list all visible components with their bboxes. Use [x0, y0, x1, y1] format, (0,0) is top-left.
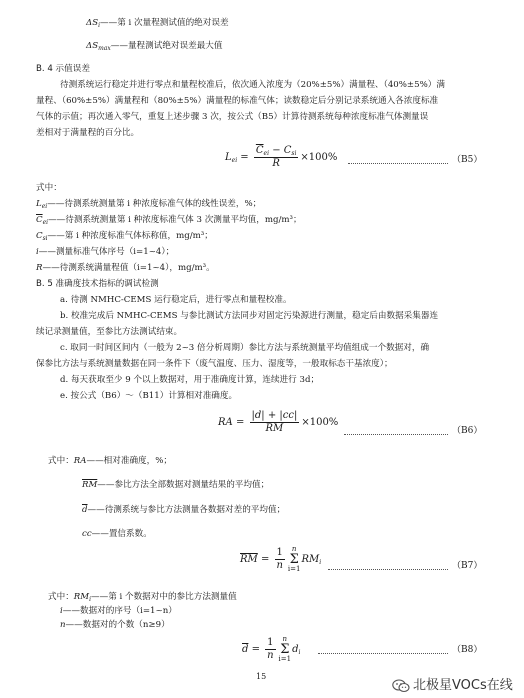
symbol: RA — [73, 456, 87, 466]
sum-operator: n Σ i=1 — [287, 545, 301, 573]
where-label: 式中： — [48, 456, 74, 466]
equation-number: （B7） — [452, 561, 483, 571]
page-number: 15 — [256, 672, 267, 681]
formula-fraction: $\frac{1}{n}$ — [276, 547, 283, 571]
where-label: 式中： — [36, 183, 62, 193]
definition-text: ——参比方法全部数据对测量结果的平均值； — [97, 480, 270, 490]
equation-number: （B5） — [452, 155, 483, 165]
formula-tail: ×100% — [301, 417, 339, 428]
symbol: n — [60, 620, 66, 630]
leader-dots — [318, 653, 448, 654]
symbol: cc — [82, 529, 92, 539]
fraction-denominator: n — [276, 560, 283, 571]
variable-def — [36, 199, 261, 211]
formula-lhs-sub: ei — [231, 157, 238, 165]
fraction-numerator: $\overline{C}_{ei} - C_{si}$ — [255, 145, 297, 157]
sum-term-sub: i — [298, 649, 301, 656]
formula-lhs: L — [225, 152, 232, 164]
symbol-sub: i — [89, 596, 91, 603]
sum-lower: i=1 — [278, 655, 292, 663]
definition-text: ——待测系统测量第 i 种浓度标准气体 3 次测量平均值，mg/m³； — [48, 215, 302, 225]
sum-upper: n — [282, 635, 288, 643]
symbol: $\overline{C}$ — [36, 215, 43, 225]
formula-fraction: $\frac{1}{n}$ — [267, 637, 274, 661]
variable-def — [82, 529, 152, 540]
list-item: a. 待测 NMHC-CEMS 运行稳定后，进行零点和量程校准。 — [60, 295, 292, 305]
leader-dots — [328, 569, 448, 570]
symbol: C — [36, 231, 43, 241]
symbol: $\overline{d}$ — [82, 505, 88, 515]
variable-def — [82, 480, 269, 491]
variable-def — [82, 505, 285, 516]
symbol-sub: i — [98, 22, 101, 29]
definition-text: ——量程测试绝对误差最大值 — [110, 41, 223, 51]
section-b5-title: B. 5 准确度技术指标的调试检测 — [36, 279, 159, 289]
symbol-sub: ei — [41, 203, 48, 210]
variable-def — [60, 620, 170, 631]
definition-text: ——待测系统测量第 i 种浓度标准气体的线性误差，%； — [47, 199, 262, 209]
paragraph-line: 待测系统运行稳定并进行零点和量程校准后，依次通入浓度为（20%±5%）满量程、（40%±5%）满 — [60, 80, 445, 90]
formula-b8: $\overline{d}$ = $\frac{1}{n}$ n Σ i=1 $d_i$ — [242, 635, 301, 663]
list-item-cont: 保参比方法与系统测量数据在同一条件下（废气温度、压力、湿度等，一般取标态干基浓度）； — [36, 359, 393, 369]
formula-b7: $\overline{RM}$ = $\frac{1}{n}$ n Σ i=1 $RM_i$ — [240, 545, 322, 573]
paragraph-line: 差相对于满量程的百分比。 — [36, 128, 140, 138]
sum-term-sub: i — [319, 559, 322, 566]
formula-fraction — [254, 145, 299, 170]
symbol-sub: si — [42, 235, 48, 242]
paragraph-line: 量程、（60%±5%）满量程和（80%±5%）满量程的标准气体；读数稳定后分别记录系统通入各浓度标准 — [36, 96, 439, 106]
sum-term: RM — [301, 554, 320, 565]
symbol: ΔS — [86, 18, 99, 28]
symbol: i — [60, 606, 63, 616]
equation-number: （B8） — [452, 645, 483, 655]
formula-b5: $L_{ei}$ = $\frac{\overline{C}_{ei} - C_{si}}{R}$ ×100% — [225, 145, 338, 170]
list-item: d. 每天获取至少 9 个以上数据对，用于准确度计算，连续进行 3d； — [60, 375, 320, 385]
sum-term: d — [292, 644, 299, 655]
definition-text: ——数据对的序号（i=1~n） — [62, 606, 177, 616]
symbol: L — [36, 199, 42, 209]
definition-text: ——置信系数。 — [91, 529, 152, 539]
paragraph-line: 气体的示值；再次通入零气，重复上述步骤 3 次，按公式（B5）计算待测系统每种浓度标准气体测量误 — [36, 112, 429, 122]
list-item: e. 按公式（B6）～（B11）计算相对准确度。 — [60, 391, 238, 401]
symbol: RM — [73, 592, 90, 602]
symbol: R — [36, 263, 43, 273]
cbar-symbol: $\overline{C}$ — [255, 145, 264, 156]
variable-def — [48, 592, 237, 604]
equation-number: （B6） — [452, 426, 483, 436]
list-item: b. 校准完成后 NMHC-CEMS 与参比测试方法同步对固定污染源进行测量，稳定后由数据采集器连 — [60, 311, 439, 321]
where-label: 式中： — [48, 592, 74, 602]
sum-operator: n Σ i=1 — [278, 635, 292, 663]
formula-lhs: RA — [218, 417, 233, 428]
definition-text: ——第 i 次量程测试值的绝对误差 — [100, 18, 229, 28]
variable-def — [36, 263, 215, 274]
formula-b6: RA = $\frac{|d| + |cc|}{RM}$ ×100% — [218, 410, 339, 434]
formula-lhs: $\overline{d}$ — [242, 644, 249, 655]
leader-dots — [348, 163, 448, 164]
variable-def — [60, 606, 177, 617]
formula-fraction — [250, 410, 300, 435]
watermark-text: 北极星VOCs在线 — [413, 678, 513, 693]
top-def-line-1 — [86, 18, 229, 30]
symbol-sub: ei — [263, 150, 270, 157]
section-b4-title: B. 4 示值误差 — [36, 64, 90, 74]
c-symbol: C — [283, 145, 292, 156]
definition-text: ——数据对的个数（n≥9） — [65, 620, 170, 630]
definition-text: ——相对准确度，%； — [86, 456, 172, 466]
symbol-sub: ei — [42, 219, 49, 226]
variable-def — [48, 456, 172, 467]
formula-tail: ×100% — [300, 152, 338, 164]
top-def-line-2 — [86, 41, 222, 53]
definition-text: ——第 i 种浓度标准气体标称值，mg/m³； — [47, 231, 213, 241]
symbol: $\overline{RM}$ — [82, 480, 98, 490]
sum-lower: i=1 — [287, 565, 301, 573]
fraction-denominator: R — [272, 158, 280, 170]
formula-lhs: $\overline{RM}$ — [240, 554, 258, 565]
symbol: i — [36, 247, 39, 257]
wechat-icon — [392, 679, 410, 693]
symbol-sub: si — [291, 150, 297, 157]
sum-upper: n — [291, 545, 297, 553]
symbol: ΔS — [86, 41, 99, 51]
fraction-denominator: n — [267, 650, 274, 661]
symbol-sub: max — [98, 45, 111, 52]
fraction-numerator: |d| + |cc| — [251, 410, 298, 421]
list-item-cont: 续记录测量值，至参比方法测试结束。 — [36, 327, 183, 337]
fraction-denominator: RM — [265, 423, 284, 434]
watermark — [392, 678, 513, 694]
definition-text: ——待测系统与参比方法测量各数据对差的平均值； — [87, 505, 286, 515]
variable-def — [36, 215, 302, 227]
variable-def — [36, 247, 174, 258]
definition-text: ——测量标准气体序号（i=1~4）； — [38, 247, 175, 257]
list-item: c. 取同一时间区间内（一般为 2~3 倍分析周期）参比方法与系统测量平均值组成一个数据对，确 — [60, 343, 430, 353]
leader-dots — [344, 434, 448, 435]
variable-def — [36, 231, 213, 243]
definition-text: ——待测系统满量程值（i=1~4），mg/m³。 — [42, 263, 215, 273]
definition-text: ——第 i 个数据对中的参比方法测量值 — [91, 592, 237, 602]
